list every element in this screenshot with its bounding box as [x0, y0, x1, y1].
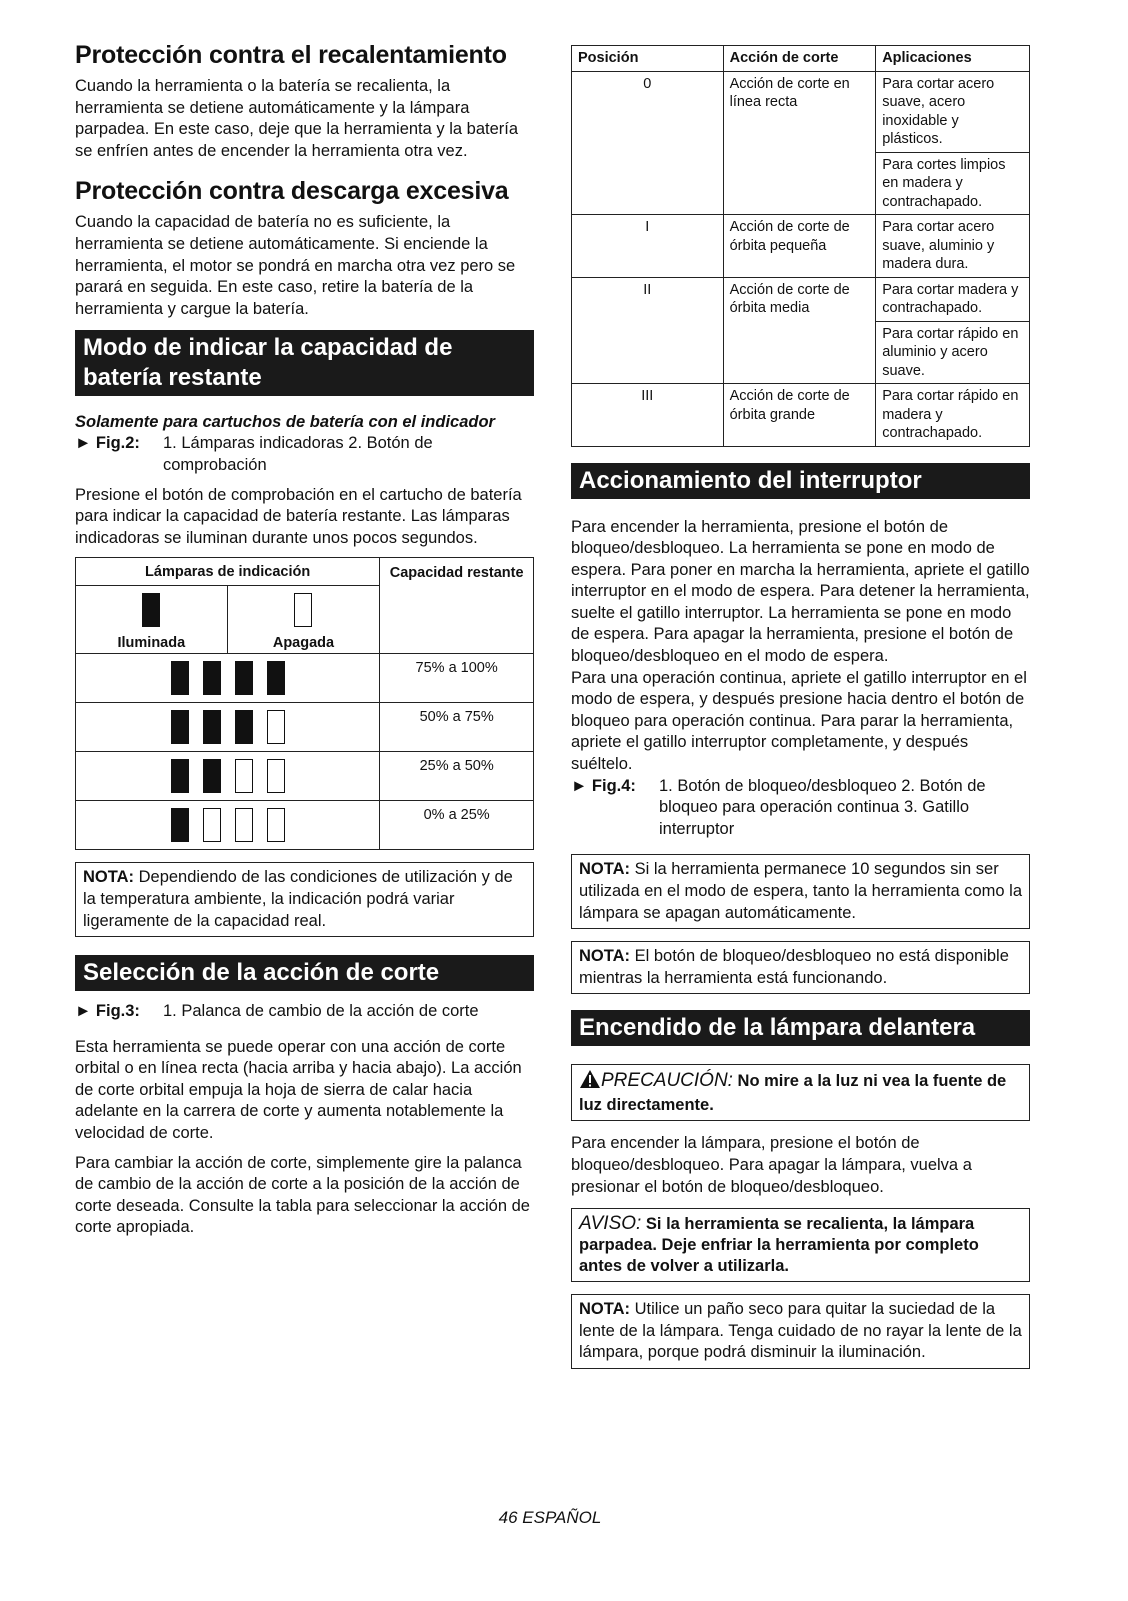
heading-battery-capacity: Modo de indicar la capacidad de batería restante: [75, 330, 534, 396]
cutting-action-row: [572, 71, 1030, 152]
note-standby-timeout: [571, 854, 1030, 929]
application-value: Para cortar madera y contrachapado.: [876, 277, 1030, 321]
note-text: El botón de bloqueo/desbloqueo no está disponible mientras la herramienta está funcionando.: [579, 947, 1009, 987]
lamp-lit-icon: [142, 593, 160, 627]
notice-label: AVISO:: [579, 1213, 642, 1235]
heading-switch-action: Accionamiento del interruptor: [571, 463, 1030, 499]
caution-text: No mire a la luz ni vea la fuente de luz directamente.: [579, 1072, 1007, 1115]
cutting-action-table: [571, 45, 1030, 447]
lamp-pattern: [76, 752, 380, 801]
figure-reference-3: [75, 1001, 534, 1023]
paragraph-change-action: Para cambiar la acción de corte, simplemente gire la palanca de cambio de la acción de corte a la posición de la acción de corte deseada. Consulte la tabla para seleccionar la acción de corte apropiada.: [75, 1153, 530, 1237]
legend-lit-label: Iluminada: [117, 635, 186, 652]
page-footer: 46 ESPAÑOL: [498, 1508, 602, 1527]
capacity-value: 25% a 50%: [380, 752, 534, 801]
subtitle-battery-indicator: Solamente para cartuchos de batería con el indicador: [75, 413, 495, 432]
legend-lit: [76, 586, 228, 654]
battery-capacity-row: [76, 703, 534, 752]
note-battery-indication: [75, 862, 534, 937]
right-column: [571, 45, 1030, 1381]
warning-triangle-icon: [579, 1069, 601, 1095]
legend-off-label: Apagada: [272, 635, 335, 652]
heading-front-lamp: Encendido de la lámpara delantera: [571, 1010, 1030, 1046]
lamp-off-icon: [203, 808, 221, 842]
lamp-off-icon: [294, 593, 312, 627]
battery-capacity-row: [76, 654, 534, 703]
lamp-pattern: [76, 801, 380, 850]
note-text: Dependiendo de las condiciones de utilización y de la temperatura ambiente, la indicación podrá variar ligeramente de la capacidad real.: [83, 868, 513, 930]
lamp-lit-icon: [171, 759, 189, 793]
position-value: I: [572, 215, 724, 278]
paragraph-continuous-operation: Para una operación continua, apriete el gatillo interruptor en el modo de espera, y después presione hacia dentro el botón de bloqueo para operación continua. Para parar la herramienta, apriete el gatillo interruptor completamente, y después suéltelo.: [571, 668, 1027, 774]
cutting-action-value: Acción de corte de órbita grande: [723, 384, 876, 447]
paragraph-overheat: Cuando la herramienta o la batería se recalienta, la herramienta se detiene automáticamente y la lámpara parpadea. En este caso, deje que la herramienta y la batería se enfríen antes de encender la herramienta otra vez.: [75, 77, 519, 160]
paragraph-overdischarge: Cuando la capacidad de batería no es suficiente, la herramienta se detiene automáticamente. Si enciende la herramienta, el motor se pondrá en marcha otra vez pero se parará en seguida. En este caso, retire la batería de la herramienta y cargue la batería.: [75, 213, 516, 318]
paragraph-battery-check: Presione el botón de comprobación en el cartucho de batería para indicar la capacidad de batería restante. Las lámparas indicadoras se iluminan durante unos pocos segundos.: [75, 485, 522, 547]
heading-overdischarge-protection: Protección contra descarga excesiva: [75, 177, 509, 206]
lamp-lit-icon: [235, 661, 253, 695]
cutting-action-value: Acción de corte en línea recta: [723, 71, 876, 215]
application-value: Para cortar rápido en aluminio y acero suave.: [876, 321, 1030, 384]
cutting-action-row: [572, 384, 1030, 447]
cutting-action-value: Acción de corte de órbita pequeña: [723, 215, 876, 278]
header-remaining-capacity: Capacidad restante: [380, 558, 534, 654]
application-value: Para cortar acero suave, aluminio y madera dura.: [876, 215, 1030, 278]
position-value: II: [572, 277, 724, 384]
lamp-off-icon: [235, 759, 253, 793]
note-label: NOTA:: [83, 868, 135, 887]
note-lens-cleaning: [571, 1294, 1030, 1369]
notice-box: [571, 1208, 1030, 1282]
position-value: III: [572, 384, 724, 447]
paragraph-lamp-on: Para encender la lámpara, presione el botón de bloqueo/desbloqueo. Para apagar la lámpara, vuelva a presionar el botón de bloqueo/desbloqueo.: [571, 1134, 972, 1196]
note-label: NOTA:: [579, 1300, 631, 1319]
lamp-lit-icon: [171, 661, 189, 695]
lamp-lit-icon: [171, 710, 189, 744]
lamp-off-icon: [235, 808, 253, 842]
fig-ref-label: ► Fig.2:: [75, 434, 140, 453]
fig-ref-text: 1. Lámparas indicadoras 2. Botón de comprobación: [163, 434, 433, 474]
header-cutting-action: Acción de corte: [723, 46, 876, 72]
note-text: Si la herramienta permanece 10 segundos sin ser utilizada en el modo de espera, tanto la herramienta como la lámpara se apagan automáticamente.: [579, 860, 1023, 922]
application-value: Para cortar acero suave, acero inoxidable y plásticos.: [876, 71, 1030, 152]
lamp-off-icon: [267, 759, 285, 793]
paragraph-cutting-modes: Esta herramienta se puede operar con una acción de corte orbital o en línea recta (hacia arriba y hacia abajo). La acción de corte orbital empuja la hoja de sierra de calar hacia adelante en la carrera de corte y aumenta notablemente la velocidad de corte.: [75, 1037, 522, 1143]
note-lock-button: [571, 941, 1030, 994]
lamp-lit-icon: [203, 661, 221, 695]
fig-ref-label: ► Fig.3:: [75, 1002, 140, 1021]
lamp-lit-icon: [203, 759, 221, 793]
lamp-lit-icon: [171, 808, 189, 842]
capacity-value: 75% a 100%: [380, 654, 534, 703]
lamp-lit-icon: [267, 661, 285, 695]
fig-ref-text: 1. Botón de bloqueo/desbloqueo 2. Botón de bloqueo para operación continua 3. Gatillo interruptor: [659, 776, 986, 838]
lamp-lit-icon: [235, 710, 253, 744]
left-column: [75, 40, 534, 1247]
lamp-off-icon: [267, 808, 285, 842]
note-label: NOTA:: [579, 860, 631, 879]
cutting-action-row: [572, 277, 1030, 321]
caution-box: [571, 1064, 1030, 1121]
header-applications: Aplicaciones: [876, 46, 1030, 72]
notice-text: Si la herramienta se recalienta, la lámpara parpadea. Deje enfriar la herramienta por completo antes de volver a utilizarla.: [579, 1215, 979, 1276]
lamp-pattern: [76, 703, 380, 752]
cutting-action-row: [572, 215, 1030, 278]
fig-ref-text: 1. Palanca de cambio de la acción de corte: [163, 1002, 479, 1021]
lamp-off-icon: [267, 710, 285, 744]
position-value: 0: [572, 71, 724, 215]
battery-capacity-row: [76, 801, 534, 850]
capacity-value: 0% a 25%: [380, 801, 534, 850]
legend-off: [227, 586, 380, 654]
application-value: Para cortes limpios en madera y contrachapado.: [876, 152, 1030, 215]
lamp-lit-icon: [203, 710, 221, 744]
note-text: Utilice un paño seco para quitar la suciedad de la lente de la lámpara. Tenga cuidado de no rayar la lente de la lámpara, porque podrá disminuir la iluminación.: [579, 1300, 1022, 1362]
fig-ref-label: ► Fig.4:: [571, 776, 636, 795]
capacity-value: 50% a 75%: [380, 703, 534, 752]
heading-overheat-protection: Protección contra el recalentamiento: [75, 41, 507, 69]
cutting-action-value: Acción de corte de órbita media: [723, 277, 876, 384]
battery-capacity-row: [76, 752, 534, 801]
application-value: Para cortar rápido en madera y contrachapado.: [876, 384, 1030, 447]
caution-label: PRECAUCIÓN:: [601, 1070, 733, 1092]
battery-capacity-table: [75, 557, 534, 850]
figure-reference-4: [571, 776, 1030, 841]
note-label: NOTA:: [579, 947, 631, 966]
paragraph-switch-on: Para encender la herramienta, presione el botón de bloqueo/desbloqueo. La herramienta se pone en modo de espera. Para poner en marcha la herramienta, apriete el gatillo interruptor en el modo de espera. Para detener la herramienta, suelte el gatillo interruptor. La herramienta se pone en modo de espera. Para apagar la herramienta, presione el botón de bloqueo/desbloqueo en el modo de espera.: [571, 517, 1030, 666]
figure-reference-2: [75, 433, 534, 476]
heading-cutting-action: Selección de la acción de corte: [75, 955, 534, 991]
header-position: Posición: [572, 46, 724, 72]
header-indicator-lamps: Lámparas de indicación: [76, 558, 380, 586]
lamp-pattern: [76, 654, 380, 703]
